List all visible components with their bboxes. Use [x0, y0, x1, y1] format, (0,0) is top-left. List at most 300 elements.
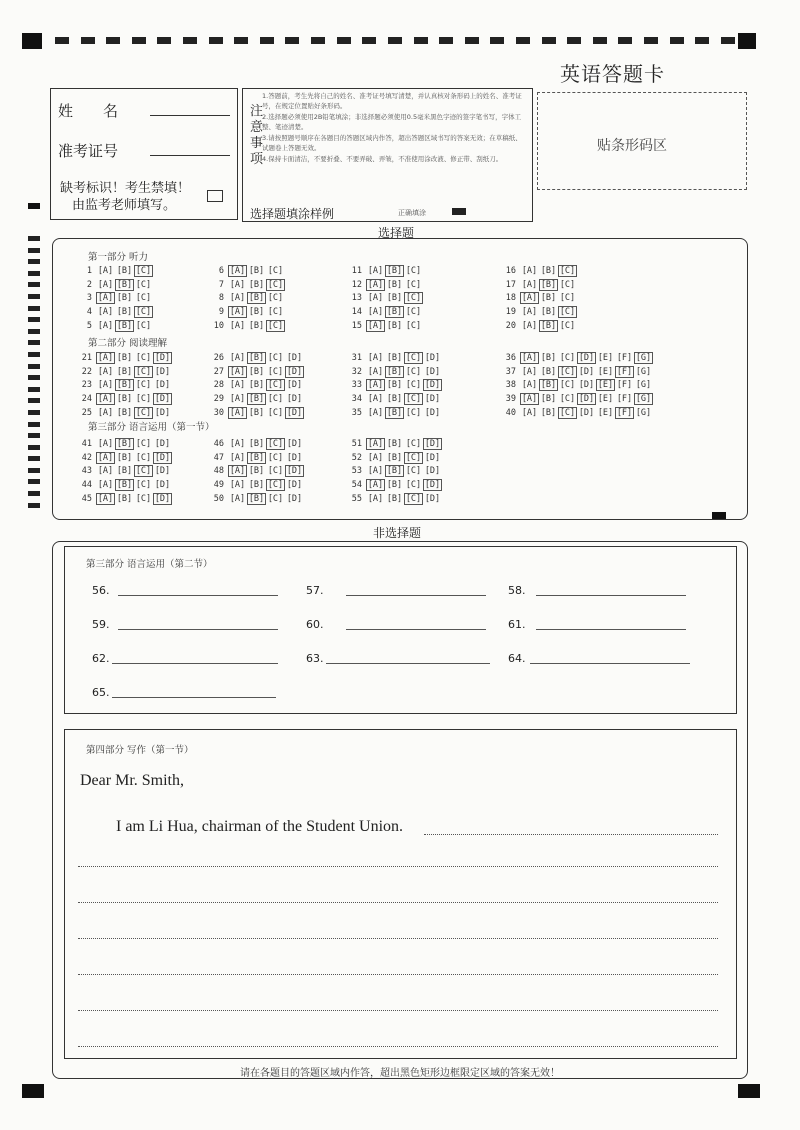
- option-c[interactable]: [C]: [267, 320, 284, 331]
- fill-line-58[interactable]: [536, 595, 686, 596]
- question-15: [340, 320, 423, 332]
- option-c[interactable]: [C]: [405, 293, 422, 304]
- option-a[interactable]: [A]: [229, 439, 246, 449]
- fill-line-56[interactable]: [118, 595, 278, 596]
- option-b[interactable]: [B]: [386, 394, 403, 405]
- option-d[interactable]: [D]: [578, 380, 595, 391]
- fill-line-57[interactable]: [346, 595, 486, 596]
- option-d[interactable]: [D]: [154, 452, 171, 463]
- fill-line-60[interactable]: [346, 629, 486, 630]
- option-a[interactable]: [A]: [97, 320, 114, 331]
- option-b[interactable]: [B]: [116, 480, 133, 491]
- fill-line-62[interactable]: [112, 663, 278, 664]
- option-c[interactable]: [C]: [267, 366, 284, 377]
- option-a[interactable]: [A]: [229, 353, 246, 363]
- option-e[interactable]: [E]: [597, 353, 614, 363]
- option-d[interactable]: [D]: [154, 493, 171, 504]
- option-a[interactable]: [A]: [367, 266, 384, 276]
- option-a[interactable]: [A]: [367, 480, 384, 491]
- option-d[interactable]: [D]: [578, 366, 595, 377]
- option-b[interactable]: [B]: [248, 452, 265, 463]
- question-26: [202, 352, 304, 364]
- option-d[interactable]: [D]: [578, 394, 595, 405]
- option-c[interactable]: [C]: [559, 293, 576, 304]
- option-a[interactable]: [A]: [367, 293, 384, 304]
- option-c[interactable]: [C]: [135, 493, 152, 504]
- option-a[interactable]: [A]: [367, 380, 384, 391]
- question-10: [202, 320, 285, 332]
- question-14: [340, 306, 423, 318]
- option-c[interactable]: [C]: [405, 493, 422, 504]
- option-b[interactable]: [B]: [386, 452, 403, 463]
- option-b[interactable]: [B]: [540, 394, 557, 405]
- option-b[interactable]: [B]: [386, 293, 403, 304]
- option-d[interactable]: [D]: [578, 407, 595, 418]
- option-e[interactable]: [E]: [597, 394, 614, 405]
- option-c[interactable]: [C]: [405, 307, 422, 318]
- option-c[interactable]: [C]: [135, 380, 152, 391]
- option-b[interactable]: [B]: [386, 366, 403, 377]
- option-b[interactable]: [B]: [540, 366, 557, 377]
- note-item: 3.请按照题号顺序在各题目的答题区域内作答，超出答题区域书写的答案无效；在草稿纸、试题卷上答题无效。: [262, 134, 522, 152]
- option-a[interactable]: [A]: [521, 407, 538, 418]
- option-c[interactable]: [C]: [267, 353, 284, 363]
- option-d[interactable]: [D]: [424, 380, 441, 391]
- option-a[interactable]: [A]: [97, 279, 114, 290]
- option-a[interactable]: [A]: [229, 307, 246, 318]
- option-a[interactable]: [A]: [229, 493, 246, 504]
- option-c[interactable]: [C]: [135, 480, 152, 491]
- option-d[interactable]: [D]: [286, 394, 303, 405]
- option-a[interactable]: [A]: [97, 307, 114, 318]
- option-a[interactable]: [A]: [367, 320, 384, 331]
- option-c[interactable]: [C]: [559, 366, 576, 377]
- option-d[interactable]: [D]: [286, 366, 303, 377]
- option-c[interactable]: [C]: [559, 353, 576, 363]
- option-d[interactable]: [D]: [424, 493, 441, 504]
- fill-item-61: [508, 618, 526, 631]
- option-b[interactable]: [B]: [386, 493, 403, 504]
- question-8: [202, 292, 285, 304]
- option-a[interactable]: [A]: [97, 439, 114, 449]
- fill-number: 62.: [92, 652, 110, 665]
- question-number: 17: [505, 279, 516, 290]
- option-c[interactable]: [C]: [405, 353, 422, 363]
- question-number: 9: [218, 307, 224, 318]
- question-number: 12: [351, 279, 362, 290]
- option-d[interactable]: [D]: [424, 480, 441, 491]
- exam-number-field[interactable]: [150, 155, 230, 156]
- option-a[interactable]: [A]: [229, 394, 246, 405]
- option-b[interactable]: [B]: [116, 307, 133, 318]
- question-number: 35: [351, 407, 362, 418]
- option-a[interactable]: [A]: [97, 394, 114, 405]
- option-a[interactable]: [A]: [97, 466, 114, 477]
- option-d[interactable]: [D]: [286, 353, 303, 363]
- option-c[interactable]: [C]: [267, 407, 284, 418]
- option-b[interactable]: [B]: [540, 320, 557, 331]
- question-12: [340, 279, 423, 291]
- option-b[interactable]: [B]: [248, 380, 265, 391]
- option-c[interactable]: [C]: [405, 439, 422, 449]
- option-d[interactable]: [D]: [154, 380, 171, 391]
- option-a[interactable]: [A]: [367, 466, 384, 477]
- option-d[interactable]: [D]: [424, 439, 441, 449]
- option-d[interactable]: [D]: [154, 480, 171, 491]
- question-20: [494, 320, 577, 332]
- fill-line-59[interactable]: [118, 629, 278, 630]
- fill-number: 64.: [508, 652, 526, 665]
- question-number: 5: [86, 320, 92, 331]
- option-c[interactable]: [C]: [135, 293, 152, 304]
- question-number: 53: [351, 466, 362, 477]
- question-38: [494, 379, 653, 391]
- option-c[interactable]: [C]: [267, 307, 284, 318]
- question-18: [494, 292, 577, 304]
- option-a[interactable]: [A]: [521, 279, 538, 290]
- option-c[interactable]: [C]: [405, 452, 422, 463]
- option-a[interactable]: [A]: [521, 366, 538, 377]
- option-b[interactable]: [B]: [116, 394, 133, 405]
- option-b[interactable]: [B]: [540, 353, 557, 363]
- option-b[interactable]: [B]: [248, 293, 265, 304]
- question-number: 13: [351, 293, 362, 304]
- question-number: 25: [81, 407, 92, 418]
- option-a[interactable]: [A]: [367, 452, 384, 463]
- essay-salutation: Dear Mr. Smith,: [80, 772, 184, 789]
- option-g[interactable]: [G]: [635, 394, 652, 405]
- option-b[interactable]: [B]: [540, 380, 557, 391]
- fill-number: 63.: [306, 652, 324, 665]
- option-b[interactable]: [B]: [116, 380, 133, 391]
- option-b[interactable]: [B]: [540, 407, 557, 418]
- option-a[interactable]: [A]: [229, 380, 246, 391]
- option-c[interactable]: [C]: [135, 466, 152, 477]
- option-b[interactable]: [B]: [116, 407, 133, 418]
- option-g[interactable]: [G]: [635, 353, 652, 363]
- option-c[interactable]: [C]: [135, 320, 152, 331]
- option-c[interactable]: [C]: [267, 439, 284, 449]
- option-c[interactable]: [C]: [559, 394, 576, 405]
- option-b[interactable]: [B]: [540, 307, 557, 318]
- option-b[interactable]: [B]: [248, 366, 265, 377]
- timing-marks-left: [28, 236, 40, 514]
- option-a[interactable]: [A]: [367, 394, 384, 405]
- option-c[interactable]: [C]: [135, 452, 152, 463]
- option-a[interactable]: [A]: [367, 307, 384, 318]
- option-b[interactable]: [B]: [248, 466, 265, 477]
- question-number: 33: [351, 380, 362, 391]
- option-c[interactable]: [C]: [267, 293, 284, 304]
- option-b[interactable]: [B]: [386, 480, 403, 491]
- option-c[interactable]: [C]: [559, 266, 576, 276]
- timing-marks-top: [55, 37, 735, 47]
- option-d[interactable]: [D]: [286, 407, 303, 418]
- option-c[interactable]: [C]: [559, 279, 576, 290]
- fill-line-61[interactable]: [536, 629, 686, 630]
- option-b[interactable]: [B]: [248, 320, 265, 331]
- name-field[interactable]: [150, 115, 230, 116]
- option-a[interactable]: [A]: [521, 380, 538, 391]
- question-51: [340, 438, 442, 450]
- question-number: 22: [81, 366, 92, 377]
- part3-section2-box: [64, 546, 737, 714]
- option-d[interactable]: [D]: [154, 439, 171, 449]
- option-f[interactable]: [F]: [616, 353, 633, 363]
- option-a[interactable]: [A]: [521, 320, 538, 331]
- fill-item-64: [508, 652, 526, 665]
- option-c[interactable]: [C]: [405, 480, 422, 491]
- option-c[interactable]: [C]: [559, 320, 576, 331]
- option-f[interactable]: [F]: [616, 394, 633, 405]
- option-c[interactable]: [C]: [559, 307, 576, 318]
- option-a[interactable]: [A]: [229, 266, 246, 276]
- question-21: [70, 352, 172, 364]
- option-a[interactable]: [A]: [97, 407, 114, 418]
- option-a[interactable]: [A]: [229, 407, 246, 418]
- option-b[interactable]: [B]: [386, 266, 403, 276]
- option-a[interactable]: [A]: [521, 266, 538, 276]
- option-a[interactable]: [A]: [97, 380, 114, 391]
- option-g[interactable]: [G]: [635, 366, 652, 377]
- option-a[interactable]: [A]: [367, 279, 384, 290]
- option-a[interactable]: [A]: [367, 493, 384, 504]
- side-mark-left: [28, 203, 40, 209]
- option-a[interactable]: [A]: [229, 366, 246, 377]
- nonchoice-section-title: 非选择题: [373, 526, 422, 540]
- option-c[interactable]: [C]: [267, 493, 284, 504]
- option-f[interactable]: [F]: [616, 366, 633, 377]
- option-f[interactable]: [F]: [616, 380, 633, 391]
- question-number: 21: [81, 353, 92, 363]
- option-b[interactable]: [B]: [116, 493, 133, 504]
- writing-line[interactable]: [78, 974, 718, 975]
- fill-number: 61.: [508, 618, 526, 631]
- option-c[interactable]: [C]: [135, 439, 152, 449]
- writing-line[interactable]: [424, 834, 718, 835]
- option-b[interactable]: [B]: [248, 439, 265, 449]
- option-c[interactable]: [C]: [559, 380, 576, 391]
- fill-item-60: [306, 618, 324, 631]
- option-c[interactable]: [C]: [405, 279, 422, 290]
- option-d[interactable]: [D]: [424, 407, 441, 418]
- option-b[interactable]: [B]: [116, 366, 133, 377]
- option-c[interactable]: [C]: [405, 380, 422, 391]
- option-a[interactable]: [A]: [367, 366, 384, 377]
- exam-number-label: 准考证号: [58, 142, 119, 160]
- option-d[interactable]: [D]: [154, 366, 171, 377]
- option-b[interactable]: [B]: [386, 380, 403, 391]
- option-a[interactable]: [A]: [229, 452, 246, 463]
- correct-fill-label: 正确填涂: [398, 209, 426, 217]
- option-d[interactable]: [D]: [424, 366, 441, 377]
- correct-fill-sample: [452, 208, 466, 215]
- option-d[interactable]: [D]: [424, 452, 441, 463]
- fill-line-64[interactable]: [530, 663, 690, 664]
- question-50: [202, 493, 304, 505]
- fill-line-63[interactable]: [326, 663, 490, 664]
- option-d[interactable]: [D]: [154, 394, 171, 405]
- option-d[interactable]: [D]: [154, 466, 171, 477]
- option-c[interactable]: [C]: [559, 407, 576, 418]
- question-number: 47: [213, 452, 224, 463]
- fill-number: 58.: [508, 584, 526, 597]
- option-a[interactable]: [A]: [229, 466, 246, 477]
- option-c[interactable]: [C]: [267, 279, 284, 290]
- option-c[interactable]: [C]: [135, 266, 152, 276]
- option-c[interactable]: [C]: [135, 407, 152, 418]
- option-d[interactable]: [D]: [286, 466, 303, 477]
- option-c[interactable]: [C]: [267, 452, 284, 463]
- writing-line[interactable]: [78, 902, 718, 903]
- option-b[interactable]: [B]: [386, 320, 403, 331]
- option-a[interactable]: [A]: [97, 452, 114, 463]
- option-a[interactable]: [A]: [229, 279, 246, 290]
- option-b[interactable]: [B]: [116, 279, 133, 290]
- question-number: 39: [505, 394, 516, 405]
- option-b[interactable]: [B]: [248, 307, 265, 318]
- option-e[interactable]: [E]: [597, 366, 614, 377]
- question-39: [494, 393, 653, 405]
- option-d[interactable]: [D]: [286, 380, 303, 391]
- option-d[interactable]: [D]: [154, 353, 171, 363]
- writing-line[interactable]: [78, 1010, 718, 1011]
- option-d[interactable]: [D]: [424, 466, 441, 477]
- option-a[interactable]: [A]: [229, 293, 246, 304]
- option-a[interactable]: [A]: [97, 266, 114, 276]
- option-c[interactable]: [C]: [135, 353, 152, 363]
- option-c[interactable]: [C]: [135, 307, 152, 318]
- option-b[interactable]: [B]: [386, 279, 403, 290]
- option-b[interactable]: [B]: [116, 320, 133, 331]
- option-f[interactable]: [F]: [616, 407, 633, 418]
- option-a[interactable]: [A]: [97, 293, 114, 304]
- option-b[interactable]: [B]: [248, 353, 265, 363]
- option-d[interactable]: [D]: [286, 480, 303, 491]
- option-b[interactable]: [B]: [386, 353, 403, 363]
- option-b[interactable]: [B]: [116, 466, 133, 477]
- writing-line[interactable]: [78, 1046, 718, 1047]
- absent-note-line1: 缺考标识！考生禁填！: [60, 181, 191, 196]
- option-d[interactable]: [D]: [424, 353, 441, 363]
- option-b[interactable]: [B]: [248, 493, 265, 504]
- option-a[interactable]: [A]: [97, 366, 114, 377]
- question-number: 31: [351, 353, 362, 363]
- question-number: 46: [213, 439, 224, 449]
- question-number: 18: [505, 293, 516, 304]
- option-c[interactable]: [C]: [267, 380, 284, 391]
- option-c[interactable]: [C]: [405, 407, 422, 418]
- option-b[interactable]: [B]: [116, 452, 133, 463]
- fill-number: 59.: [92, 618, 110, 631]
- option-c[interactable]: [C]: [135, 366, 152, 377]
- option-a[interactable]: [A]: [521, 293, 538, 304]
- question-number: 30: [213, 407, 224, 418]
- option-b[interactable]: [B]: [540, 293, 557, 304]
- option-b[interactable]: [B]: [248, 279, 265, 290]
- question-number: 14: [351, 307, 362, 318]
- option-c[interactable]: [C]: [267, 394, 284, 405]
- fill-line-65[interactable]: [112, 697, 276, 698]
- option-b[interactable]: [B]: [248, 266, 265, 276]
- option-c[interactable]: [C]: [267, 466, 284, 477]
- option-b[interactable]: [B]: [540, 279, 557, 290]
- option-e[interactable]: [E]: [597, 407, 614, 418]
- option-c[interactable]: [C]: [405, 366, 422, 377]
- option-b[interactable]: [B]: [116, 353, 133, 363]
- option-a[interactable]: [A]: [97, 493, 114, 504]
- note-item: 4.保持卡面清洁，不要折叠、不要弄破、弄皱，不准使用涂改液、修正带、刮纸刀。: [262, 155, 503, 163]
- option-b[interactable]: [B]: [248, 480, 265, 491]
- option-a[interactable]: [A]: [367, 353, 384, 363]
- question-number: 27: [213, 366, 224, 377]
- writing-line[interactable]: [78, 866, 718, 867]
- option-b[interactable]: [B]: [116, 266, 133, 276]
- corner-mark-top-right: [738, 33, 756, 49]
- option-a[interactable]: [A]: [229, 480, 246, 491]
- option-c[interactable]: [C]: [405, 394, 422, 405]
- option-b[interactable]: [B]: [116, 439, 133, 449]
- question-number: 45: [81, 493, 92, 504]
- question-31: [340, 352, 442, 364]
- option-d[interactable]: [D]: [424, 394, 441, 405]
- question-24: [70, 393, 172, 405]
- option-c[interactable]: [C]: [135, 394, 152, 405]
- option-a[interactable]: [A]: [521, 353, 538, 363]
- question-number: 52: [351, 452, 362, 463]
- absent-checkbox[interactable]: [207, 190, 223, 202]
- option-c[interactable]: [C]: [135, 279, 152, 290]
- page-title: 英语答题卡: [560, 62, 665, 86]
- option-a[interactable]: [A]: [97, 353, 114, 363]
- option-a[interactable]: [A]: [367, 407, 384, 418]
- option-b[interactable]: [B]: [248, 407, 265, 418]
- option-c[interactable]: [C]: [405, 266, 422, 276]
- option-b[interactable]: [B]: [386, 439, 403, 449]
- question-number: 28: [213, 380, 224, 391]
- option-a[interactable]: [A]: [367, 439, 384, 449]
- option-b[interactable]: [B]: [116, 293, 133, 304]
- option-d[interactable]: [D]: [578, 353, 595, 363]
- option-a[interactable]: [A]: [229, 320, 246, 331]
- option-b[interactable]: [B]: [248, 394, 265, 405]
- writing-line[interactable]: [78, 938, 718, 939]
- option-a[interactable]: [A]: [521, 307, 538, 318]
- option-b[interactable]: [B]: [386, 466, 403, 477]
- question-48: [202, 465, 304, 477]
- option-c[interactable]: [C]: [405, 320, 422, 331]
- question-16: [494, 265, 577, 277]
- option-c[interactable]: [C]: [405, 466, 422, 477]
- option-e[interactable]: [E]: [597, 380, 614, 391]
- option-d[interactable]: [D]: [286, 493, 303, 504]
- question-number: 11: [351, 266, 362, 276]
- option-b[interactable]: [B]: [540, 266, 557, 276]
- option-c[interactable]: [C]: [267, 266, 284, 276]
- option-d[interactable]: [D]: [286, 439, 303, 449]
- question-number: 34: [351, 394, 362, 405]
- option-b[interactable]: [B]: [386, 407, 403, 418]
- option-c[interactable]: [C]: [267, 480, 284, 491]
- option-d[interactable]: [D]: [154, 407, 171, 418]
- option-a[interactable]: [A]: [97, 480, 114, 491]
- footer-note: 请在各题目的答题区域内作答，超出黑色矩形边框限定区域的答案无效！: [240, 1068, 560, 1079]
- option-g[interactable]: [G]: [635, 380, 652, 391]
- option-a[interactable]: [A]: [521, 394, 538, 405]
- option-d[interactable]: [D]: [286, 452, 303, 463]
- option-g[interactable]: [G]: [635, 407, 652, 418]
- option-b[interactable]: [B]: [386, 307, 403, 318]
